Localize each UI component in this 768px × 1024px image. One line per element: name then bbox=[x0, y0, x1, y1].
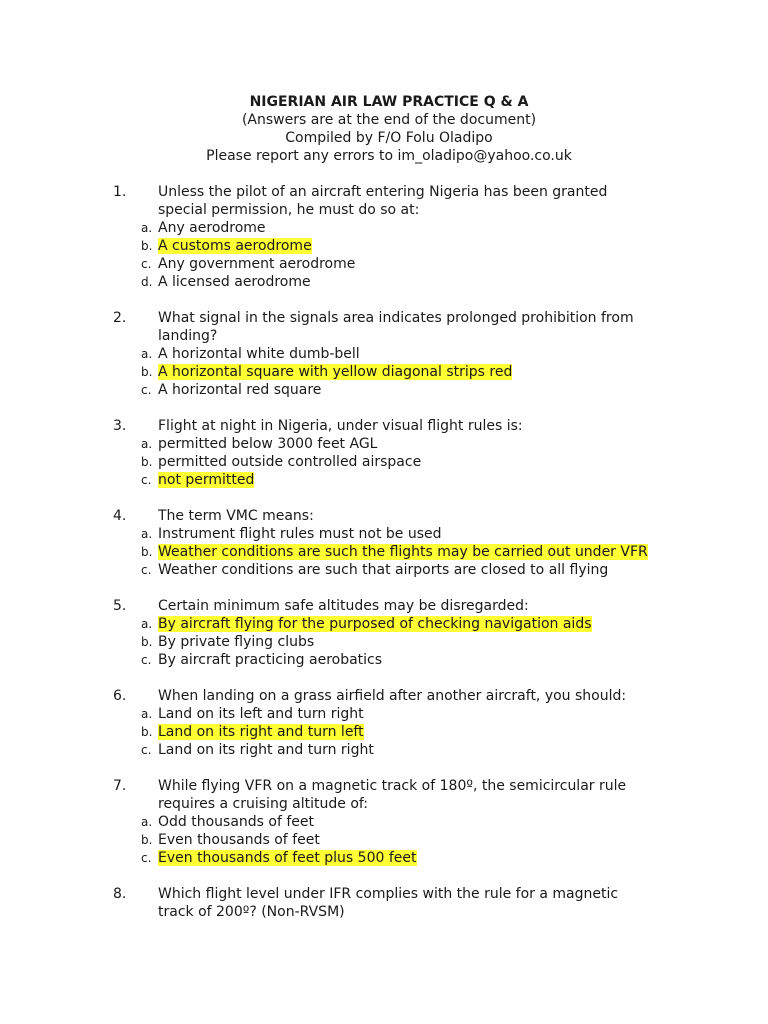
document-header bbox=[0, 93, 768, 165]
option-letter: a. bbox=[141, 347, 153, 361]
option-letter: b. bbox=[141, 545, 153, 559]
answer-option bbox=[0, 615, 768, 633]
answer-option bbox=[0, 471, 768, 489]
question-number: 2. bbox=[113, 310, 127, 326]
question-number: 8. bbox=[113, 886, 127, 902]
option-text: permitted outside controlled airspace bbox=[158, 454, 422, 470]
question-text: When landing on a grass airfield after another aircraft, you should: bbox=[158, 688, 627, 704]
answer-option bbox=[0, 561, 768, 579]
option-letter: a. bbox=[141, 221, 153, 235]
question-row bbox=[0, 183, 658, 219]
option-letter: c. bbox=[141, 473, 152, 487]
document-title: NIGERIAN AIR LAW PRACTICE Q & A bbox=[249, 94, 529, 110]
question-row bbox=[0, 687, 658, 705]
option-text: Weather conditions are such that airports are closed to all flying bbox=[158, 562, 609, 578]
answer-option bbox=[0, 705, 768, 723]
question-item bbox=[0, 183, 768, 291]
question-text: Flight at night in Nigeria, under visual flight rules is: bbox=[158, 418, 523, 434]
question-number: 1. bbox=[113, 184, 127, 200]
option-text: permitted below 3000 feet AGL bbox=[158, 436, 378, 452]
question-item bbox=[0, 507, 768, 579]
answer-option bbox=[0, 435, 768, 453]
question-item bbox=[0, 885, 768, 921]
question-text: What signal in the signals area indicates prolonged prohibition from landing? bbox=[158, 310, 634, 344]
option-letter: c. bbox=[141, 383, 152, 397]
option-letter: c. bbox=[141, 851, 152, 865]
question-row bbox=[0, 309, 658, 345]
answer-option bbox=[0, 273, 768, 291]
answer-option bbox=[0, 219, 768, 237]
answer-option bbox=[0, 543, 768, 561]
answer-option bbox=[0, 453, 768, 471]
highlighted-answer-text: A customs aerodrome bbox=[158, 238, 312, 254]
option-letter: a. bbox=[141, 527, 153, 541]
question-text: Unless the pilot of an aircraft entering Nigeria has been granted special permission, he must do so at: bbox=[158, 184, 608, 218]
option-letter: b. bbox=[141, 833, 153, 847]
option-text: By private flying clubs bbox=[158, 634, 315, 650]
option-letter: b. bbox=[141, 635, 153, 649]
option-text: Land on its right and turn right bbox=[158, 742, 374, 758]
answer-option bbox=[0, 813, 768, 831]
question-item bbox=[0, 417, 768, 489]
report-errors-line: Please report any errors to im_oladipo@yahoo.co.uk bbox=[206, 148, 572, 164]
highlighted-answer-text: Weather conditions are such the flights may be carried out under VFR bbox=[158, 544, 648, 560]
option-letter: b. bbox=[141, 365, 153, 379]
option-letter: b. bbox=[141, 725, 153, 739]
answer-option bbox=[0, 723, 768, 741]
question-item bbox=[0, 777, 768, 867]
document-subtitle: (Answers are at the end of the document) bbox=[241, 112, 537, 128]
question-row bbox=[0, 597, 658, 615]
option-text: A horizontal white dumb-bell bbox=[158, 346, 360, 362]
answer-option bbox=[0, 255, 768, 273]
question-number: 4. bbox=[113, 508, 127, 524]
question-number: 3. bbox=[113, 418, 127, 434]
answer-option bbox=[0, 831, 768, 849]
question-row bbox=[0, 777, 658, 813]
option-text: Land on its left and turn right bbox=[158, 706, 364, 722]
question-list bbox=[0, 183, 768, 939]
option-letter: a. bbox=[141, 617, 153, 631]
question-row bbox=[0, 885, 658, 921]
option-text: Any aerodrome bbox=[158, 220, 266, 236]
highlighted-answer-text: A horizontal square with yellow diagonal strips red bbox=[158, 364, 513, 380]
question-text: The term VMC means: bbox=[158, 508, 314, 524]
question-item bbox=[0, 687, 768, 759]
option-text: By aircraft practicing aerobatics bbox=[158, 652, 383, 668]
option-letter: a. bbox=[141, 707, 153, 721]
option-letter: c. bbox=[141, 563, 152, 577]
option-text: Odd thousands of feet bbox=[158, 814, 315, 830]
option-text: Any government aerodrome bbox=[158, 256, 356, 272]
highlighted-answer-text: Land on its right and turn left bbox=[158, 724, 364, 740]
answer-option bbox=[0, 345, 768, 363]
question-number: 5. bbox=[113, 598, 127, 614]
option-letter: c. bbox=[141, 653, 152, 667]
option-letter: c. bbox=[141, 743, 152, 757]
question-text: Certain minimum safe altitudes may be disregarded: bbox=[158, 598, 529, 614]
question-number: 6. bbox=[113, 688, 127, 704]
answer-option bbox=[0, 363, 768, 381]
option-text: A licensed aerodrome bbox=[158, 274, 311, 290]
answer-option bbox=[0, 633, 768, 651]
answer-option bbox=[0, 381, 768, 399]
answer-option bbox=[0, 237, 768, 255]
question-row bbox=[0, 507, 658, 525]
option-letter: d. bbox=[141, 275, 153, 289]
question-row bbox=[0, 417, 658, 435]
question-item bbox=[0, 597, 768, 669]
answer-option bbox=[0, 849, 768, 867]
highlighted-answer-text: Even thousands of feet plus 500 feet bbox=[158, 850, 417, 866]
highlighted-answer-text: By aircraft flying for the purposed of checking navigation aids bbox=[158, 616, 592, 632]
option-text: Even thousands of feet bbox=[158, 832, 320, 848]
option-text: Instrument flight rules must not be used bbox=[158, 526, 442, 542]
question-number: 7. bbox=[113, 778, 127, 794]
compiled-by-line: Compiled by F/O Folu Oladipo bbox=[285, 130, 493, 146]
option-letter: b. bbox=[141, 239, 153, 253]
highlighted-answer-text: not permitted bbox=[158, 472, 255, 488]
answer-option bbox=[0, 525, 768, 543]
option-letter: a. bbox=[141, 437, 153, 451]
question-text: While flying VFR on a magnetic track of 180º, the semicircular rule requires a cruising altitude of: bbox=[158, 778, 627, 812]
option-letter: c. bbox=[141, 257, 152, 271]
question-item bbox=[0, 309, 768, 399]
answer-option bbox=[0, 651, 768, 669]
option-text: A horizontal red square bbox=[158, 382, 322, 398]
answer-option bbox=[0, 741, 768, 759]
option-letter: b. bbox=[141, 455, 153, 469]
question-text: Which flight level under IFR complies with the rule for a magnetic track of 200º? (Non-RVSM) bbox=[158, 886, 619, 920]
option-letter: a. bbox=[141, 815, 153, 829]
